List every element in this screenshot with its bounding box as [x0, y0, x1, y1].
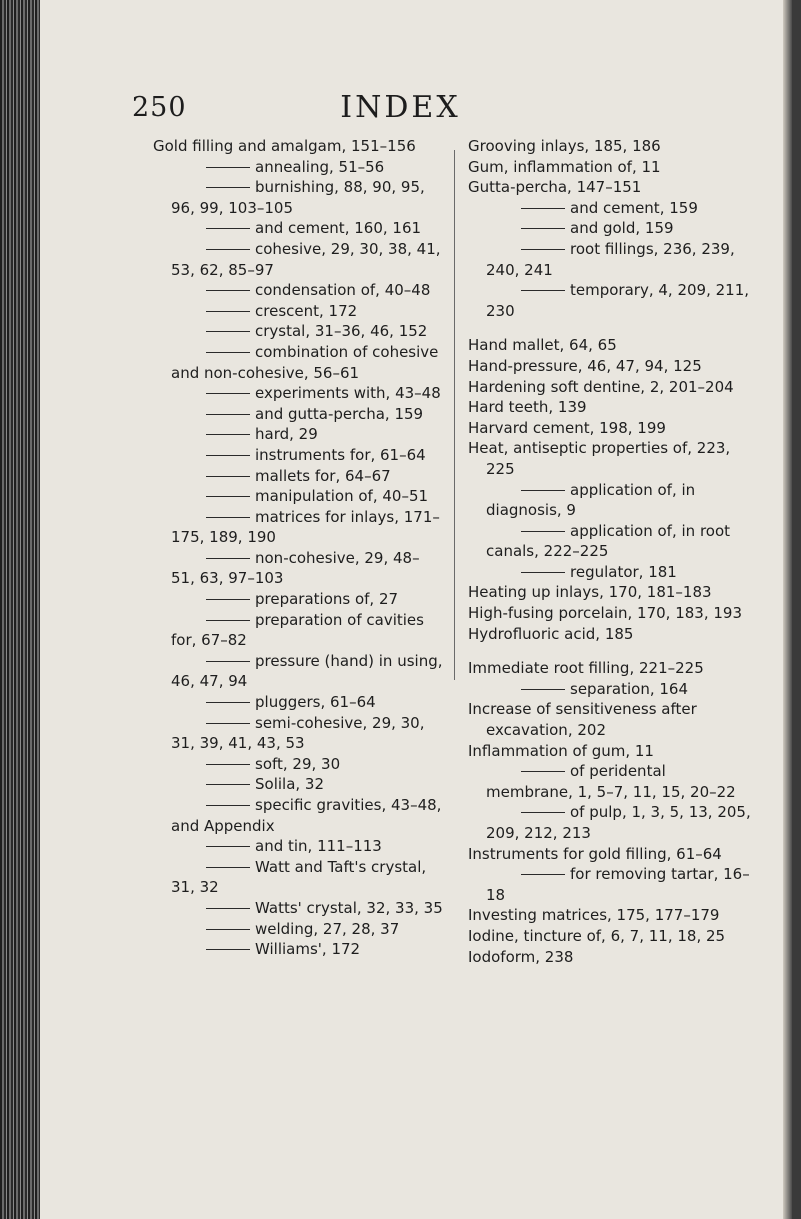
- entry-text: Hand mallet, 64, 65: [468, 336, 617, 355]
- ditto-dash: [206, 290, 250, 291]
- index-subentry: [468, 480, 752, 521]
- ditto-dash: [521, 771, 565, 772]
- ditto-dash: [521, 249, 565, 250]
- entry-text: preparation of cavities for, 67–82: [171, 610, 424, 650]
- index-subentry: [468, 761, 752, 802]
- entry-text: pressure (hand) in using, 46, 47, 94: [171, 651, 443, 691]
- index-entry: [468, 418, 752, 439]
- index-entry: [468, 136, 752, 157]
- entry-text: Investing matrices, 175, 177–179: [468, 906, 720, 925]
- ditto-dash: [206, 661, 250, 662]
- index-column-left: [153, 136, 443, 960]
- ditto-dash: [206, 517, 250, 518]
- index-subentry: [153, 919, 443, 940]
- ditto-dash: [206, 620, 250, 621]
- entry-text: Solila, 32: [255, 775, 325, 794]
- entry-text: welding, 27, 28, 37: [255, 919, 400, 938]
- entry-text: Heating up inlays, 170, 181–183: [468, 583, 712, 602]
- index-entry: [468, 926, 752, 947]
- entry-text: experiments with, 43–48: [255, 384, 441, 403]
- index-subentry: [153, 466, 443, 487]
- index-entry: [468, 947, 752, 968]
- index-subentry: [468, 198, 752, 219]
- index-entry: [468, 377, 752, 398]
- entry-text: Williams', 172: [255, 940, 361, 959]
- entry-text: pluggers, 61–64: [255, 693, 376, 712]
- entry-text: regulator, 181: [570, 562, 677, 581]
- index-subentry: [153, 507, 443, 548]
- ditto-dash: [206, 187, 250, 188]
- entry-text: Increase of sensitiveness after excavation, 202: [468, 700, 697, 740]
- ditto-dash: [206, 846, 250, 847]
- entry-text: of pulp, 1, 3, 5, 13, 205, 209, 212, 213: [486, 803, 751, 842]
- index-subentry: [153, 713, 443, 754]
- index-entry: [468, 335, 752, 356]
- ditto-dash: [206, 249, 250, 250]
- ditto-dash: [206, 393, 250, 394]
- index-subentry: [153, 383, 443, 404]
- entry-text: Heat, antiseptic properties of, 223, 225: [468, 439, 731, 478]
- entry-text: matrices for inlays, 171–175, 189, 190: [171, 507, 440, 547]
- index-subentry: [153, 424, 443, 445]
- index-entry: [468, 905, 752, 926]
- index-entry: [468, 844, 752, 865]
- index-subentry: [153, 774, 443, 795]
- index-subentry: [153, 157, 443, 178]
- entry-text: application of, in diagnosis, 9: [486, 480, 696, 520]
- entry-text: Watt and Taft's crystal, 31, 32: [171, 857, 427, 897]
- ditto-dash: [206, 929, 250, 930]
- entry-text: separation, 164: [570, 679, 689, 698]
- entry-text: application of, in root canals, 222–225: [486, 521, 731, 561]
- entry-text: specific gravities, 43–48, and Appendix: [171, 796, 442, 835]
- entry-text: manipulation of, 40–51: [255, 487, 429, 506]
- entry-text: Inflammation of gum, 11: [468, 741, 654, 760]
- ditto-dash: [521, 531, 565, 532]
- ditto-dash: [206, 867, 250, 868]
- index-subentry: [153, 218, 443, 239]
- entry-text: Gold filling and amalgam, 151–156: [153, 137, 416, 155]
- ditto-dash: [521, 812, 565, 813]
- column-divider: [454, 150, 455, 680]
- entry-text: semi-cohesive, 29, 30, 31, 39, 41, 43, 53: [171, 713, 425, 753]
- entry-text: Hard teeth, 139: [468, 398, 587, 417]
- index-subentry: [468, 562, 752, 583]
- ditto-dash: [206, 352, 250, 353]
- index-subentry: [153, 898, 443, 919]
- index-entry: [468, 741, 752, 762]
- index-subentry: [153, 301, 443, 322]
- ditto-dash: [206, 599, 250, 600]
- entry-text: crescent, 172: [255, 301, 358, 320]
- entry-text: temporary, 4, 209, 211, 230: [486, 281, 750, 320]
- index-entry: [153, 136, 443, 157]
- ditto-dash: [206, 949, 250, 950]
- running-head: INDEX: [340, 90, 461, 125]
- entry-text: soft, 29, 30: [255, 754, 341, 773]
- index-subentry: [153, 239, 443, 280]
- ditto-dash: [521, 490, 565, 491]
- ditto-dash: [521, 689, 565, 690]
- index-entry: [468, 438, 752, 479]
- entry-text: Hydrofluoric acid, 185: [468, 624, 634, 643]
- page-number: 250: [132, 92, 187, 123]
- ditto-dash: [521, 228, 565, 229]
- ditto-dash: [206, 434, 250, 435]
- ditto-dash: [206, 476, 250, 477]
- entry-text: annealing, 51–56: [255, 157, 385, 176]
- entry-text: and cement, 159: [570, 198, 698, 217]
- entry-text: Hardening soft dentine, 2, 201–204: [468, 377, 734, 396]
- index-subentry: [153, 445, 443, 466]
- index-entry: [468, 177, 752, 198]
- ditto-dash: [206, 764, 250, 765]
- index-subentry: [153, 486, 443, 507]
- index-entry: [468, 157, 752, 178]
- entry-text: and cement, 160, 161: [255, 219, 422, 238]
- index-subentry: [153, 857, 443, 898]
- entry-text: and tin, 111–113: [255, 837, 382, 856]
- index-subentry: [153, 177, 443, 218]
- entry-text: preparations of, 27: [255, 590, 399, 609]
- entry-text: Iodine, tincture of, 6, 7, 11, 18, 25: [468, 926, 726, 945]
- ditto-dash: [206, 414, 250, 415]
- index-entry: [468, 624, 752, 645]
- entry-text: and gutta-percha, 159: [255, 404, 424, 423]
- ditto-dash: [206, 908, 250, 909]
- ditto-dash: [521, 572, 565, 573]
- index-entry: [468, 603, 752, 624]
- entry-text: non-cohesive, 29, 48–51, 63, 97–103: [171, 548, 420, 588]
- ditto-dash: [206, 331, 250, 332]
- entry-text: condensation of, 40–48: [255, 281, 431, 300]
- ditto-dash: [206, 167, 250, 168]
- entry-text: Gutta-percha, 147–151: [468, 178, 642, 197]
- ditto-dash: [206, 228, 250, 229]
- index-subentry: [153, 404, 443, 425]
- entry-text: Watts' crystal, 32, 33, 35: [255, 898, 443, 917]
- index-subentry: [153, 795, 443, 836]
- index-subentry: [153, 280, 443, 301]
- entry-text: burnishing, 88, 90, 95, 96, 99, 103–105: [171, 178, 425, 217]
- index-subentry: [153, 692, 443, 713]
- ditto-dash: [206, 558, 250, 559]
- entry-text: crystal, 31–36, 46, 152: [255, 322, 428, 341]
- index-subentry: [468, 521, 752, 562]
- entry-text: Immediate root filling, 221–225: [468, 659, 704, 678]
- index-subentry: [468, 239, 752, 280]
- index-subentry: [153, 548, 443, 589]
- index-entry: [468, 658, 752, 679]
- entry-text: for removing tartar, 16–18: [486, 865, 750, 904]
- entry-text: Hand-pressure, 46, 47, 94, 125: [468, 356, 702, 375]
- page-edge: [783, 0, 792, 1219]
- ditto-dash: [206, 702, 250, 703]
- ditto-dash: [206, 455, 250, 456]
- index-subentry: [153, 939, 443, 960]
- entry-text: combination of cohesive and non-cohesive, 56–61: [171, 342, 439, 382]
- entry-text: and gold, 159: [570, 219, 674, 238]
- ditto-dash: [206, 784, 250, 785]
- index-entry: [468, 356, 752, 377]
- ditto-dash: [521, 290, 565, 291]
- index-subentry: [468, 802, 752, 843]
- ditto-dash: [206, 496, 250, 497]
- ditto-dash: [206, 723, 250, 724]
- entry-text: Gum, inflammation of, 11: [468, 157, 661, 176]
- ditto-dash: [521, 208, 565, 209]
- index-subentry: [153, 754, 443, 775]
- index-subentry: [153, 836, 443, 857]
- entry-text: cohesive, 29, 30, 38, 41, 53, 62, 85–97: [171, 239, 441, 279]
- entry-text: hard, 29: [255, 425, 318, 444]
- entry-text: root fillings, 236, 239, 240, 241: [486, 239, 735, 279]
- index-entry: [468, 582, 752, 603]
- entry-text: Grooving inlays, 185, 186: [468, 137, 661, 155]
- entry-text: instruments for, 61–64: [255, 445, 426, 464]
- index-subentry: [468, 280, 752, 321]
- entry-text: of peridental membrane, 1, 5–7, 11, 15, 20–22: [486, 762, 736, 801]
- index-subentry: [468, 864, 752, 905]
- entry-text: mallets for, 64–67: [255, 466, 391, 485]
- index-subentry: [153, 589, 443, 610]
- index-subentry: [153, 342, 443, 383]
- index-subentry: [153, 651, 443, 692]
- index-subentry: [153, 321, 443, 342]
- ditto-dash: [206, 311, 250, 312]
- entry-text: Instruments for gold filling, 61–64: [468, 844, 722, 863]
- entry-text: Iodoform, 238: [468, 947, 574, 966]
- entry-text: High-fusing porcelain, 170, 183, 193: [468, 604, 742, 623]
- index-entry: [468, 397, 752, 418]
- index-subentry: [153, 610, 443, 651]
- ditto-dash: [206, 805, 250, 806]
- index-subentry: [468, 679, 752, 700]
- book-binding: [0, 0, 40, 1219]
- index-column-right: [468, 136, 752, 967]
- ditto-dash: [521, 874, 565, 875]
- entry-text: Harvard cement, 198, 199: [468, 418, 666, 437]
- index-entry: [468, 699, 752, 740]
- index-subentry: [468, 218, 752, 239]
